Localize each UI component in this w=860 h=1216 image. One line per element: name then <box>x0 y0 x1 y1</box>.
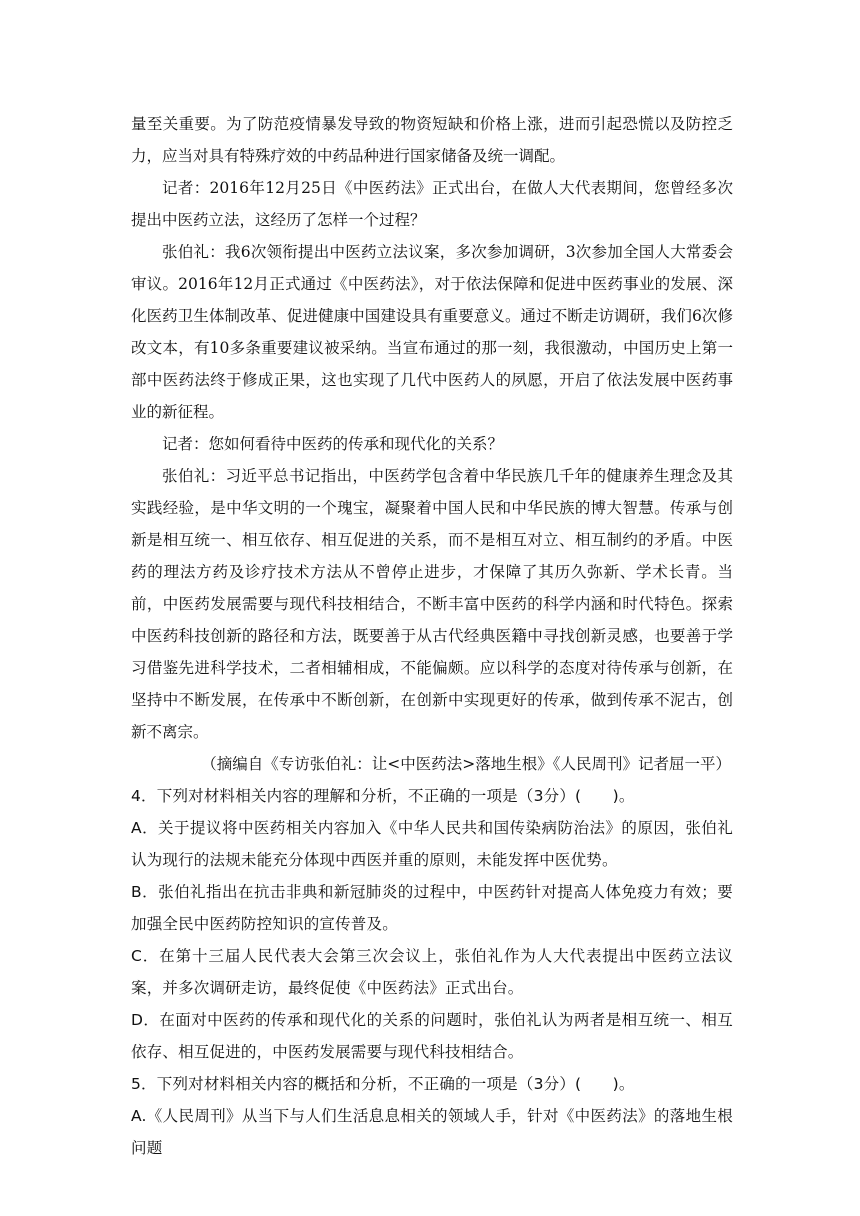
passage-paragraph-1: 量至关重要。为了防范疫情暴发导致的物资短缺和价格上涨，进而引起恐慌以及防控乏力，应当对具有特殊疗效的中药品种进行国家储备及统一调配。 <box>131 115 733 165</box>
passage-paragraph-5: 张伯礼：习近平总书记指出，中医药学包含着中华民族几千年的健康养生理念及其实践经验，是中华文明的一个瑰宝，凝聚着中国人民和中华民族的博大智慧。传承与创新是相互统一、相互依存、相互促进的关系，而不是相互对立、相互制约的矛盾。中医药的理法方药及诊疗技术方法从不曾停止进步，才保障了其历久弥新、学术长青。当前，中医药发展需要与现代科技相结合，不断丰富中医药的科学内涵和时代特色。探索中医药科技创新的路径和方法，既要善于从古代经典医籍中寻找创新灵感，也要善于学习借鉴先进科学技术，二者相辅相成，不能偏颇。应以科学的态度对待传承与创新，在坚持中不断发展，在传承中不断创新，在创新中实现更好的传承，做到传承不泥古，创新不离宗。 <box>131 467 733 741</box>
passage-paragraph-4: 记者：您如何看待中医药的传承和现代化的关系？ <box>162 435 504 453</box>
question-4-option-b: B．张伯礼指出在抗击非典和新冠肺炎的过程中，中医药针对提高人体免疫力有效；要加强全民中医药防控知识的宣传普及。 <box>131 883 733 933</box>
question-4-option-c: C．在第十三届人民代表大会第三次会议上，张伯礼作为人大代表提出中医药立法议案，并多次调研走访，最终促使《中医药法》正式出台。 <box>131 947 733 997</box>
question-5-option-a: A.《人民周刊》从当下与人们生活息息相关的领域人手，针对《中医药法》的落地生根问题 <box>131 1107 733 1157</box>
question-4-option-d: D．在面对中医药的传承和现代化的关系的问题时，张伯礼认为两者是相互统一、相互依存、相互促进的，中医药发展需要与现代科技相结合。 <box>131 1011 733 1061</box>
question-4-option-a: A．关于提议将中医药相关内容加入《中华人民共和国传染病防治法》的原因，张伯礼认为现行的法规未能充分体现中西医并重的原则，未能发挥中医优势。 <box>131 819 733 869</box>
passage-source: （摘编自《专访张伯礼：让<中医药法>落地生根》《人民周刊》记者屈一平） <box>201 755 731 773</box>
passage-paragraph-3: 张伯礼：我6次领衔提出中医药立法议案，多次参加调研，3次参加全国人大常委会审议。2016年12月正式通过《中医药法》，对于依法保障和促进中医药事业的发展、深化医药卫生体制改革、促进健康中国建设具有重要意义。通过不断走访调研，我们6次修改文本，有10多条重要建议被采纳。当宣布通过的那一刻，我很激动，中国历史上第一部中医药法终于修成正果，这也实现了几代中医药人的夙愿，开启了依法发展中医药事业的新征程。 <box>131 243 733 421</box>
document-page <box>131 108 733 1164</box>
passage-paragraph-2: 记者：2016年12月25日《中医药法》正式出台，在做人大代表期间，您曾经多次提出中医药立法，这经历了怎样一个过程？ <box>131 179 733 229</box>
question-5-stem: 5．下列对材料相关内容的概括和分析，不正确的一项是（3分）( )。 <box>131 1075 635 1093</box>
question-4-stem: 4．下列对材料相关内容的理解和分析，不正确的一项是（3分）( )。 <box>131 787 635 805</box>
